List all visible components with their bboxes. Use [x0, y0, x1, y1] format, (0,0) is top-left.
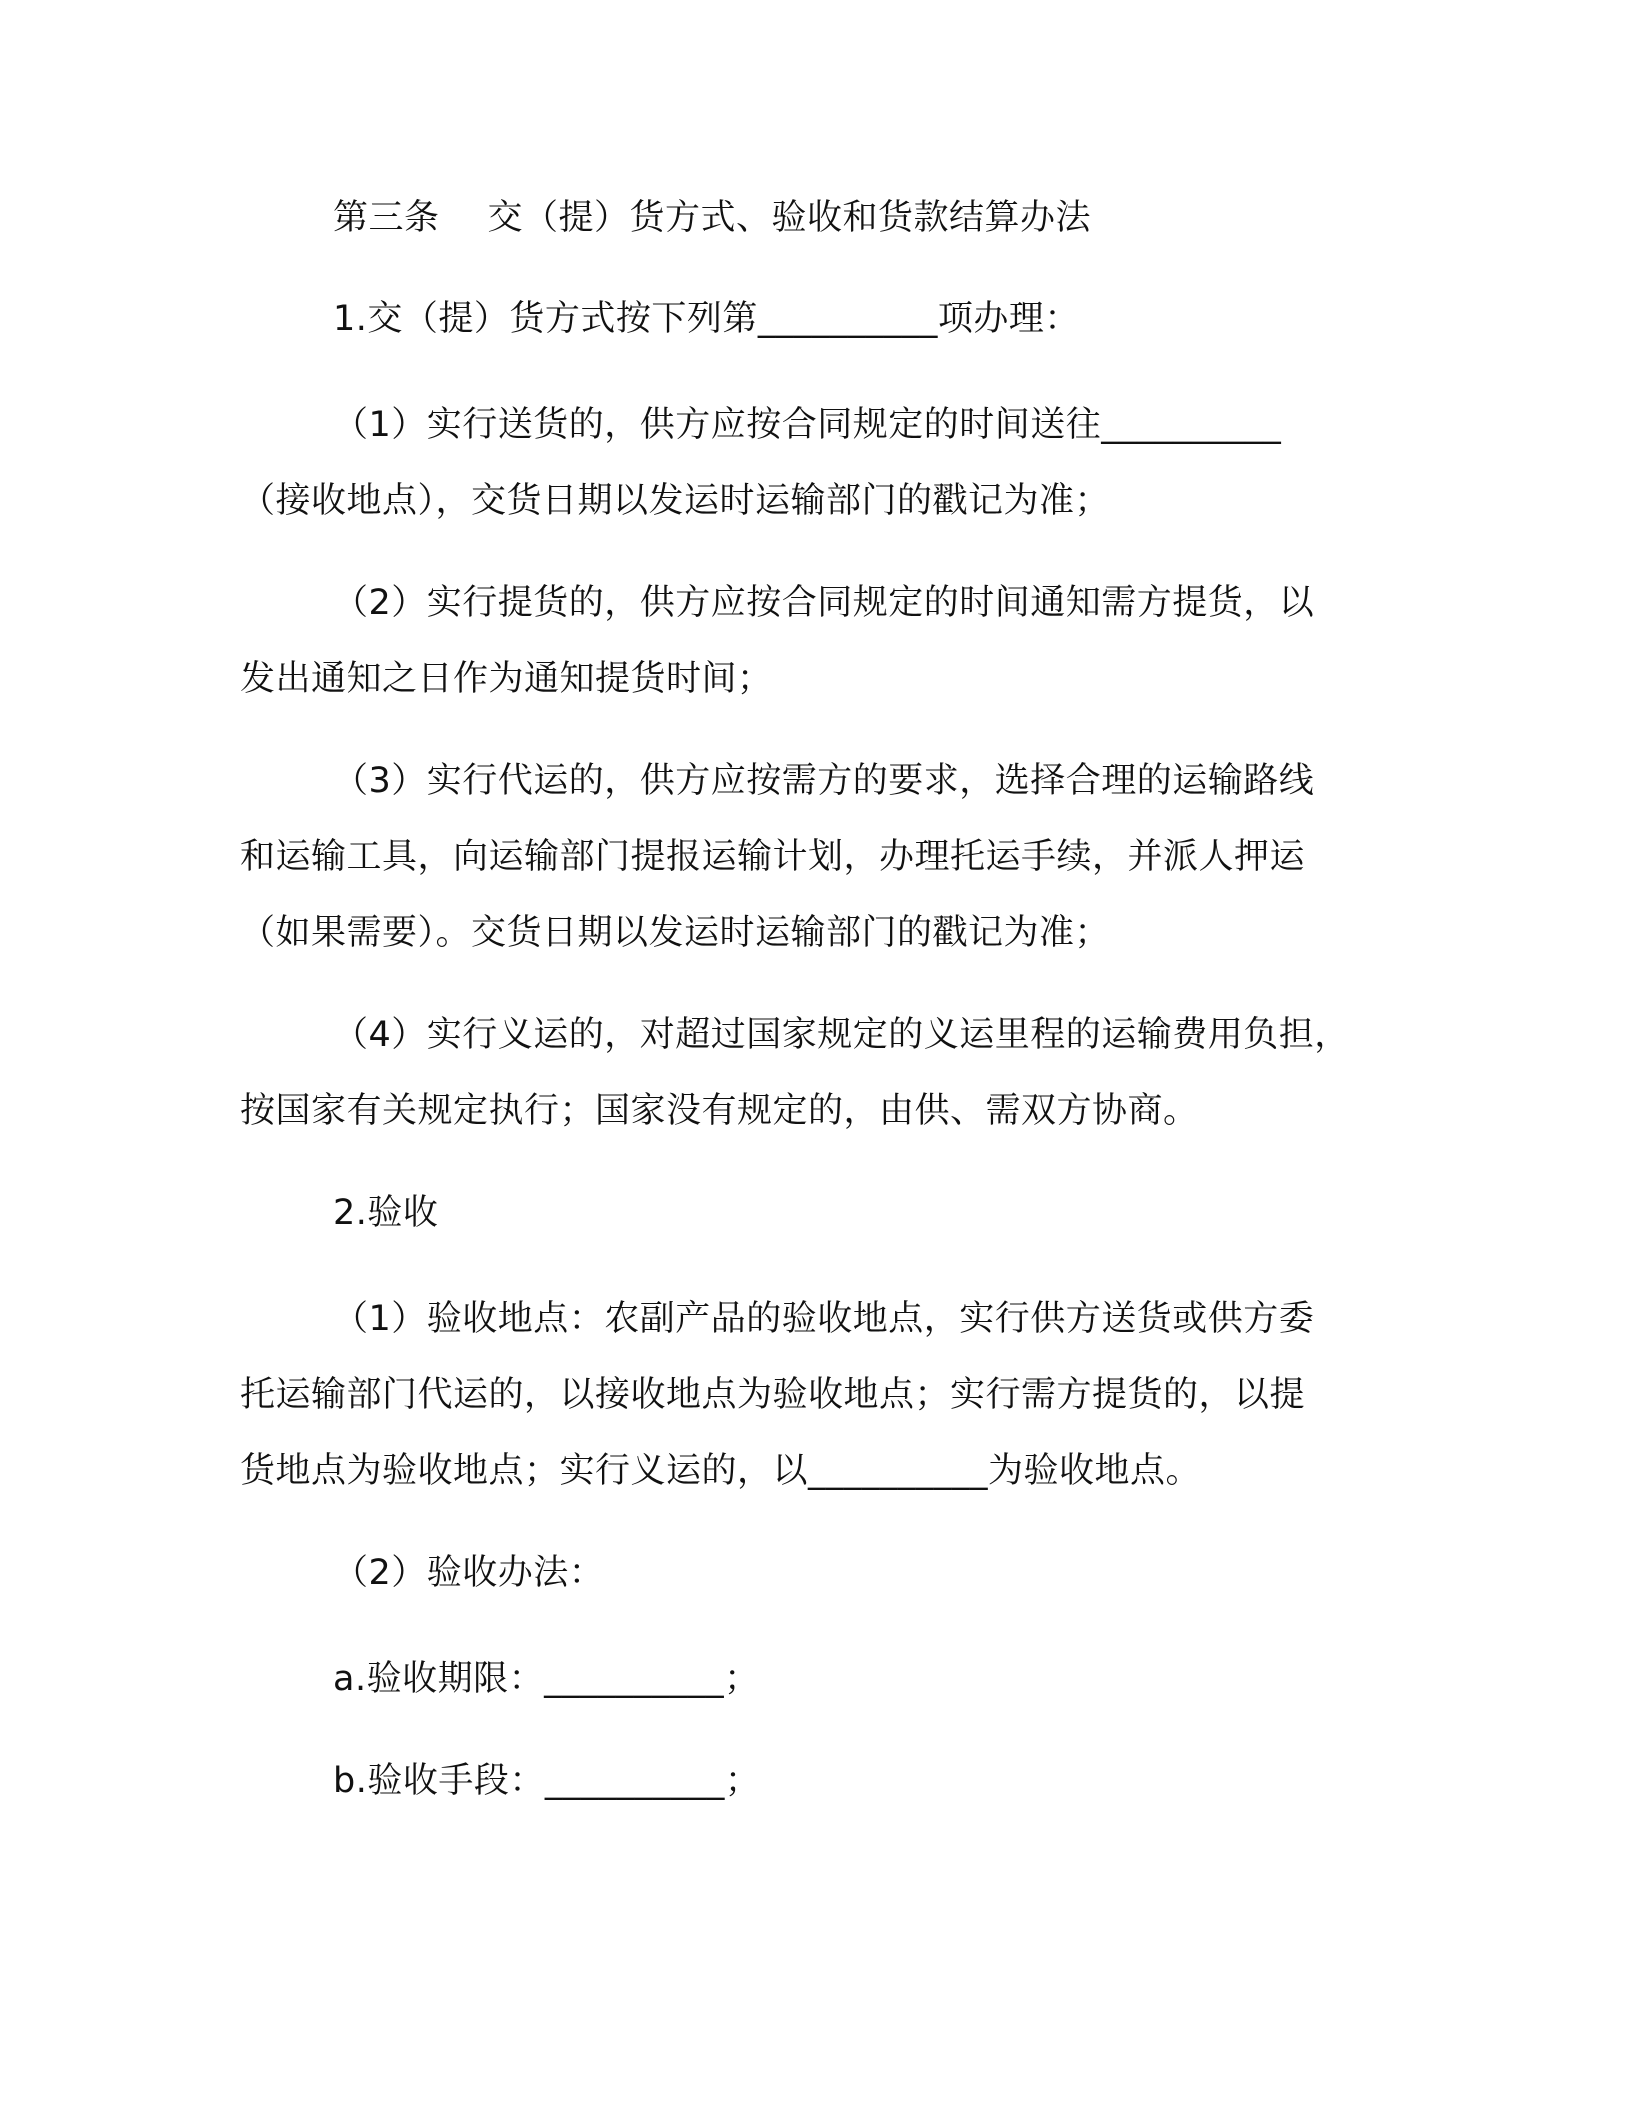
clause-1-item-3-line-3: （如果需要）。交货日期以发运时运输部门的戳记为准； [240, 913, 1111, 953]
clause-1-item-1-line-1: （1）实行送货的，供方应按合同规定的时间送往__________ [333, 405, 1282, 445]
inspection-period-line: a.验收期限：__________； [333, 1659, 760, 1699]
clause-2-inspection-heading: 2.验收 [333, 1193, 439, 1233]
clause-2-item-2-heading: （2）验收办法： [333, 1553, 605, 1593]
clause-2-item-1-line-2: 托运输部门代运的，以接收地点为验收地点；实行需方提货的，以提 [240, 1375, 1306, 1415]
inspection-method-line: b.验收手段：__________； [333, 1761, 761, 1801]
clause-2-item-1-line-1: （1）验收地点：农副产品的验收地点，实行供方送货或供方委 [333, 1299, 1315, 1339]
clause-1-item-4-line-1: （4）实行义运的，对超过国家规定的义运里程的运输费用负担， [333, 1015, 1350, 1055]
clause-2-item-1-line-3: 货地点为验收地点；实行义运的，以__________为验收地点。 [240, 1451, 1202, 1491]
article-title: 交（提）货方式、验收和货款结算办法 [487, 198, 1092, 238]
clause-1-item-3-line-1: （3）实行代运的，供方应按需方的要求，选择合理的运输路线 [333, 761, 1315, 801]
clause-1-item-2-line-2: 发出通知之日作为通知提货时间； [240, 659, 773, 699]
clause-1-item-2-line-1: （2）实行提货的，供方应按合同规定的时间通知需方提货，以 [333, 583, 1315, 623]
clause-1-item-4-line-2: 按国家有关规定执行；国家没有规定的，由供、需双方协商。 [240, 1091, 1199, 1131]
article-heading [333, 180, 1483, 256]
clause-1-item-3-line-2: 和运输工具，向运输部门提报运输计划，办理托运手续，并派人押运 [240, 837, 1306, 877]
clause-1-delivery-method: 1.交（提）货方式按下列第__________项办理： [333, 299, 1080, 339]
article-number: 第三条 [333, 198, 440, 238]
clause-1-item-1-line-2: （接收地点），交货日期以发运时运输部门的戳记为准； [240, 481, 1111, 521]
